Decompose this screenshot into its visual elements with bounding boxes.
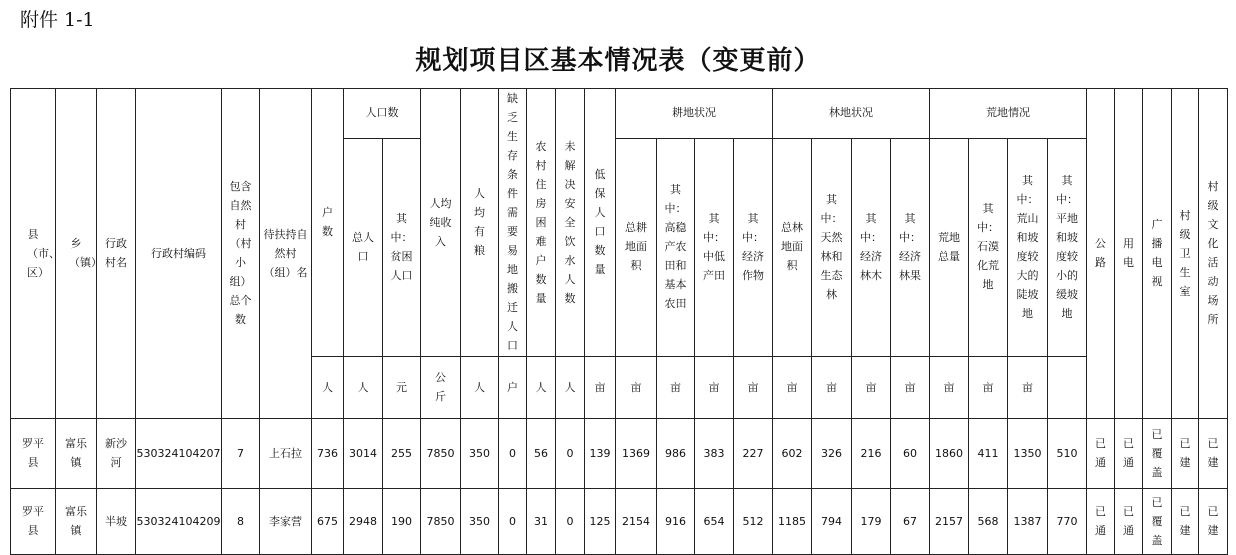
header-grain: 人均有粮	[461, 89, 499, 357]
unit-waste-total: 亩	[891, 357, 930, 419]
cell-water: 0	[556, 419, 585, 489]
cell-clinic: 已建	[1172, 489, 1199, 555]
header-housing: 农村住房困难户数量	[527, 89, 556, 357]
cell-road: 已通	[1087, 419, 1115, 489]
header-supported-village: 待扶持自然村（组）名	[260, 89, 312, 419]
page-title: 规划项目区基本情况表（变更前）	[415, 46, 821, 76]
header-waste-group: 荒地情况	[930, 89, 1087, 139]
unit-income: 元	[383, 357, 421, 419]
cell-waste-rocky: 568	[969, 489, 1008, 555]
cell-forest-natural: 794	[812, 489, 852, 555]
header-broadcast: 广播电视	[1143, 89, 1172, 419]
cell-poor-pop: 255	[383, 419, 421, 489]
cell-income: 7850	[421, 489, 461, 555]
header-population-group: 人口数	[344, 89, 421, 139]
cell-forest-econ: 216	[852, 419, 891, 489]
cell-township: 富乐镇	[56, 489, 97, 555]
header-village: 行政村名	[97, 89, 136, 419]
cell-forest-natural: 326	[812, 419, 852, 489]
unit-farmland-total: 亩	[585, 357, 616, 419]
cell-total-pop: 2948	[344, 489, 383, 555]
unit-waste-gentle: 亩	[1008, 357, 1048, 419]
cell-code: 530324104207	[136, 419, 222, 489]
header-village-code: 行政村编码	[136, 89, 222, 419]
header-poor-population: 其中：贫困人口	[383, 138, 421, 356]
cell-culture: 已建	[1199, 419, 1228, 489]
unit-farmland-low: 亩	[657, 357, 695, 419]
cell-farm-cash: 227	[734, 419, 773, 489]
cell-farm-total: 1369	[616, 419, 657, 489]
cell-code: 530324104209	[136, 489, 222, 555]
cell-income: 7850	[421, 419, 461, 489]
cell-village: 半坡	[97, 489, 136, 555]
unit-forest-econ: 亩	[812, 357, 852, 419]
header-waste-total: 荒地总量	[930, 138, 969, 356]
cell-forest-total: 602	[773, 419, 812, 489]
cell-grain: 350	[461, 419, 499, 489]
unit-waste-rocky: 亩	[930, 357, 969, 419]
header-farmland-group: 耕地状况	[616, 89, 773, 139]
cell-housing: 31	[527, 489, 556, 555]
cell-forest-fruit: 60	[891, 419, 930, 489]
unit-forest-fruit: 亩	[852, 357, 891, 419]
cell-low-income: 125	[585, 489, 616, 555]
project-area-table	[10, 88, 1228, 555]
cell-farm-high: 916	[657, 489, 695, 555]
header-forest-total: 总林地面积	[773, 138, 812, 356]
header-waste-rocky: 其中：石漠化荒地	[969, 138, 1008, 356]
cell-county: 罗平县	[11, 489, 56, 555]
unit-waste-steep: 亩	[969, 357, 1008, 419]
cell-households: 675	[312, 489, 344, 555]
header-farmland-total: 总耕地面积	[616, 138, 657, 356]
table-row	[11, 419, 1228, 489]
header-waste-gentle: 其中：平地和坡度较小的缓坡地	[1048, 138, 1087, 356]
unit-poor-population: 人	[344, 357, 383, 419]
cell-low-income: 139	[585, 419, 616, 489]
cell-farm-high: 986	[657, 419, 695, 489]
cell-forest-econ: 179	[852, 489, 891, 555]
cell-broadcast: 已覆盖	[1143, 419, 1172, 489]
cell-waste-total: 1860	[930, 419, 969, 489]
cell-waste-gentle: 510	[1048, 419, 1087, 489]
header-low-income: 低保人口数量	[585, 89, 616, 357]
cell-waste-rocky: 411	[969, 419, 1008, 489]
header-culture: 村级文化活动场所	[1199, 89, 1228, 419]
header-county: 县（市、区）	[11, 89, 56, 419]
header-relocation: 缺乏生存条件需要易地搬迁人口	[499, 89, 527, 357]
cell-relocation: 0	[499, 419, 527, 489]
unit-forest-natural: 亩	[773, 357, 812, 419]
unit-relocation: 人	[461, 357, 499, 419]
cell-natural-villages: 8	[222, 489, 260, 555]
cell-waste-total: 2157	[930, 489, 969, 555]
unit-water: 人	[527, 357, 556, 419]
header-income: 人均纯收入	[421, 89, 461, 357]
cell-relocation: 0	[499, 489, 527, 555]
unit-total-population: 人	[312, 357, 344, 419]
header-total-population: 总人口	[344, 138, 383, 356]
cell-power: 已通	[1115, 489, 1143, 555]
cell-poor-pop: 190	[383, 489, 421, 555]
header-natural-villages: 包含自然村（村小组）总个数	[222, 89, 260, 419]
header-clinic: 村级卫生室	[1172, 89, 1199, 419]
header-forest-fruit: 其中：经济林果	[891, 138, 930, 356]
header-water: 未解决安全饮水人数	[556, 89, 585, 357]
unit-farmland-cash: 亩	[695, 357, 734, 419]
cell-supported-village: 上石拉	[260, 419, 312, 489]
table-row	[11, 489, 1228, 555]
cell-farm-cash: 512	[734, 489, 773, 555]
cell-power: 已通	[1115, 419, 1143, 489]
cell-waste-steep: 1350	[1008, 419, 1048, 489]
cell-forest-fruit: 67	[891, 489, 930, 555]
unit-forest-total: 亩	[734, 357, 773, 419]
cell-broadcast: 已覆盖	[1143, 489, 1172, 555]
cell-county: 罗平县	[11, 419, 56, 489]
cell-supported-village: 李家营	[260, 489, 312, 555]
unit-grain: 公斤	[421, 357, 461, 419]
header-forest-econ: 其中：经济林木	[852, 138, 891, 356]
cell-grain: 350	[461, 489, 499, 555]
header-farmland-low: 其中：中低产田	[695, 138, 734, 356]
header-farmland-high: 其中：高稳产农田和基本农田	[657, 138, 695, 356]
header-waste-steep: 其中：荒山和坡度较大的陡坡地	[1008, 138, 1048, 356]
cell-township: 富乐镇	[56, 419, 97, 489]
cell-waste-gentle: 770	[1048, 489, 1087, 555]
header-households: 户数	[312, 89, 344, 357]
header-forest-group: 林地状况	[773, 89, 930, 139]
cell-water: 0	[556, 489, 585, 555]
cell-forest-total: 1185	[773, 489, 812, 555]
header-road: 公路	[1087, 89, 1115, 419]
attachment-label: 附件 1-1	[20, 9, 95, 31]
cell-farm-low: 383	[695, 419, 734, 489]
cell-total-pop: 3014	[344, 419, 383, 489]
unit-housing: 户	[499, 357, 527, 419]
cell-village: 新沙河	[97, 419, 136, 489]
cell-road: 已通	[1087, 489, 1115, 555]
cell-housing: 56	[527, 419, 556, 489]
cell-farm-low: 654	[695, 489, 734, 555]
header-farmland-cash: 其中：经济作物	[734, 138, 773, 356]
cell-waste-steep: 1387	[1008, 489, 1048, 555]
cell-farm-total: 2154	[616, 489, 657, 555]
unit-farmland-high: 亩	[616, 357, 657, 419]
unit-low-income: 人	[556, 357, 585, 419]
header-forest-natural: 其中：天然林和生态林	[812, 138, 852, 356]
header-power: 用电	[1115, 89, 1143, 419]
cell-households: 736	[312, 419, 344, 489]
cell-clinic: 已建	[1172, 419, 1199, 489]
cell-culture: 已建	[1199, 489, 1228, 555]
cell-natural-villages: 7	[222, 419, 260, 489]
header-township: 乡（镇）	[56, 89, 97, 419]
